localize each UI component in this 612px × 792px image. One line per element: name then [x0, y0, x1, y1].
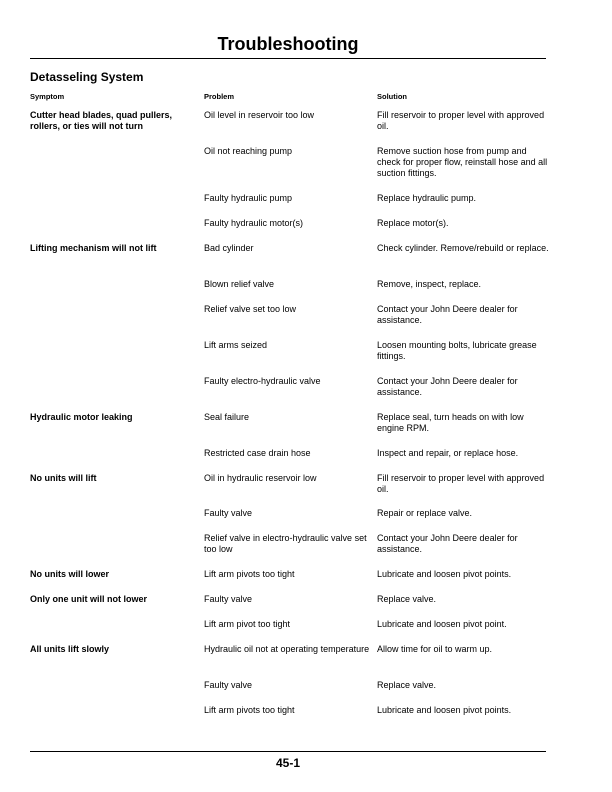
page-number: 45-1	[275, 756, 301, 770]
solution-cell: Contact your John Deere dealer for assistance.	[377, 376, 518, 397]
solution-cell: Lubricate and loosen pivot points.	[377, 705, 512, 715]
problem-cell: Oil not reaching pump	[204, 146, 293, 156]
solution-cell: Allow time for oil to warm up.	[377, 644, 493, 654]
problem-cell: Faulty hydraulic pump	[204, 193, 293, 203]
symptom-cell: All units lift slowly	[30, 644, 110, 654]
problem-cell: Faulty valve	[204, 594, 253, 604]
solution-cell: Fill reservoir to proper level with approved oil.	[377, 473, 545, 494]
solution-cell: Loosen mounting bolts, lubricate grease fittings.	[377, 340, 537, 361]
problem-cell: Oil level in reservoir too low	[204, 110, 315, 120]
title-rule	[30, 58, 546, 59]
problem-cell: Lift arm pivots too tight	[204, 569, 295, 579]
problem-cell: Restricted case drain hose	[204, 448, 311, 458]
symptom-cell: No units will lower	[30, 569, 110, 579]
symptom-cell: Lifting mechanism will not lift	[30, 243, 157, 253]
problem-cell: Lift arms seized	[204, 340, 268, 350]
problem-cell: Bad cylinder	[204, 243, 254, 253]
solution-cell: Replace valve.	[377, 680, 437, 690]
problem-cell: Relief valve set too low	[204, 304, 297, 314]
problem-cell: Hydraulic oil not at operating temperature	[204, 644, 370, 654]
solution-cell: Replace motor(s).	[377, 218, 449, 228]
solution-cell: Fill reservoir to proper level with approved oil.	[377, 110, 545, 131]
solution-cell: Contact your John Deere dealer for assistance.	[377, 533, 518, 554]
problem-cell: Oil in hydraulic reservoir low	[204, 473, 317, 483]
solution-cell: Remove, inspect, replace.	[377, 279, 482, 289]
solution-cell: Replace seal, turn heads on with low engine RPM.	[377, 412, 524, 433]
solution-cell: Remove suction hose from pump and check for proper flow, reinstall hose and all suction fittings.	[377, 146, 548, 178]
solution-cell: Replace hydraulic pump.	[377, 193, 477, 203]
solution-cell: Repair or replace valve.	[377, 508, 473, 518]
section-heading: Detasseling System	[30, 70, 144, 84]
symptom-cell: No units will lift	[30, 473, 97, 483]
problem-cell: Lift arm pivot too tight	[204, 619, 291, 629]
solution-cell: Contact your John Deere dealer for assistance.	[377, 304, 518, 325]
problem-cell: Relief valve in electro-hydraulic valve set too low	[204, 533, 367, 554]
solution-cell: Lubricate and loosen pivot points.	[377, 569, 512, 579]
solution-cell: Inspect and repair, or replace hose.	[377, 448, 519, 458]
symptom-cell: Hydraulic motor leaking	[30, 412, 133, 422]
problem-cell: Faulty valve	[204, 680, 253, 690]
page-title: Troubleshooting	[217, 34, 359, 54]
solution-cell: Check cylinder. Remove/rebuild or replace.	[377, 243, 549, 253]
problem-cell: Faulty valve	[204, 508, 253, 518]
column-header-problem: Problem	[204, 92, 235, 101]
solution-cell: Lubricate and loosen pivot point.	[377, 619, 507, 629]
symptom-cell: Only one unit will not lower	[30, 594, 147, 604]
problem-cell: Blown relief valve	[204, 279, 275, 289]
footer-rule	[30, 751, 546, 752]
column-header-solution: Solution	[377, 92, 407, 101]
solution-cell: Replace valve.	[377, 594, 437, 604]
problem-cell: Seal failure	[204, 412, 250, 422]
column-header-symptom: Symptom	[30, 92, 65, 101]
problem-cell: Faulty hydraulic motor(s)	[204, 218, 304, 228]
problem-cell: Faulty electro-hydraulic valve	[204, 376, 321, 386]
problem-cell: Lift arm pivots too tight	[204, 705, 295, 715]
symptom-cell: Cutter head blades, quad pullers, rollers, or ties will not turn	[30, 110, 173, 131]
